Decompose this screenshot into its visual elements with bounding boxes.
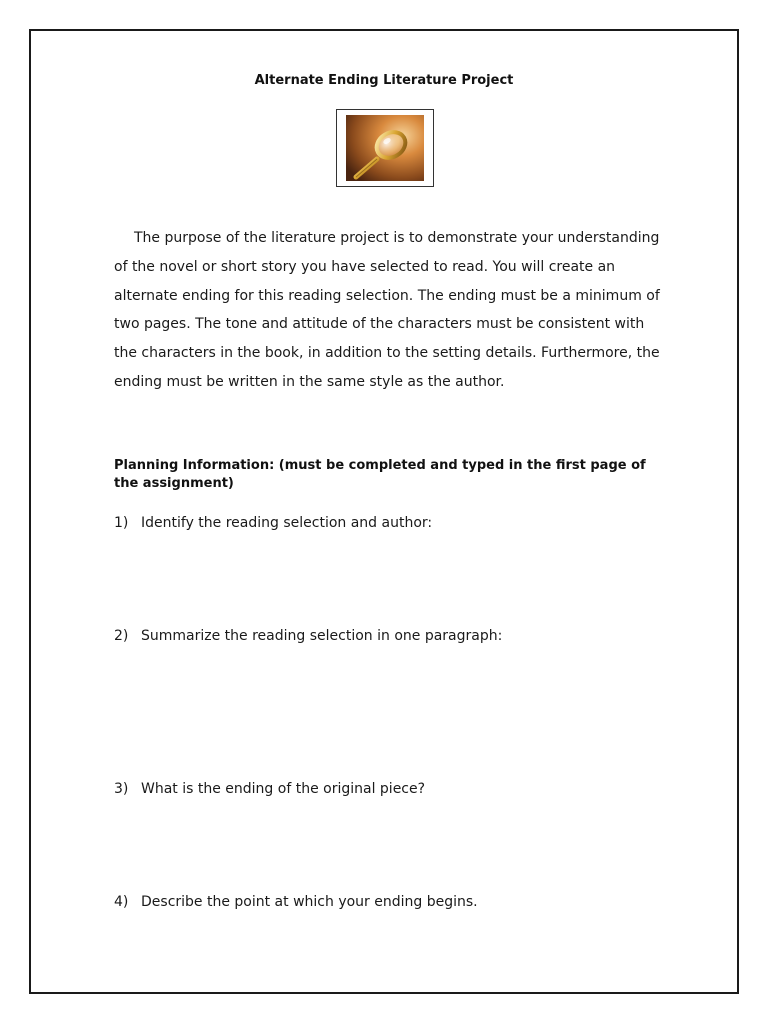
planning-heading: Planning Information: (must be completed and typed in the first page of the assignment)	[114, 458, 646, 491]
document-page	[29, 29, 739, 994]
question-item	[114, 514, 674, 532]
question-text: Describe the point at which your ending begins.	[141, 894, 478, 910]
clipart-image	[336, 109, 434, 187]
question-item	[114, 780, 674, 798]
question-number: 4)	[114, 894, 129, 910]
intro-paragraph: The purpose of the literature project is to demonstrate your understanding of the novel or short story you have selected to read. You will create an alternate ending for this reading selection. The ending must be a minimum of two pages. The tone and attitude of the characters must be consistent with the characters in the book, in addition to the setting details. Furthermore, the ending must be written in the same style as the author.	[114, 230, 660, 390]
magnifying-glass-icon	[346, 115, 424, 181]
question-item	[114, 627, 674, 645]
question-item	[114, 893, 674, 911]
question-text: Identify the reading selection and author:	[141, 515, 433, 531]
question-text: What is the ending of the original piece?	[141, 781, 426, 797]
question-number: 1)	[114, 515, 129, 531]
page-title: Alternate Ending Literature Project	[254, 73, 514, 88]
question-number: 2)	[114, 628, 129, 644]
question-text: Summarize the reading selection in one paragraph:	[141, 628, 503, 644]
question-number: 3)	[114, 781, 129, 797]
